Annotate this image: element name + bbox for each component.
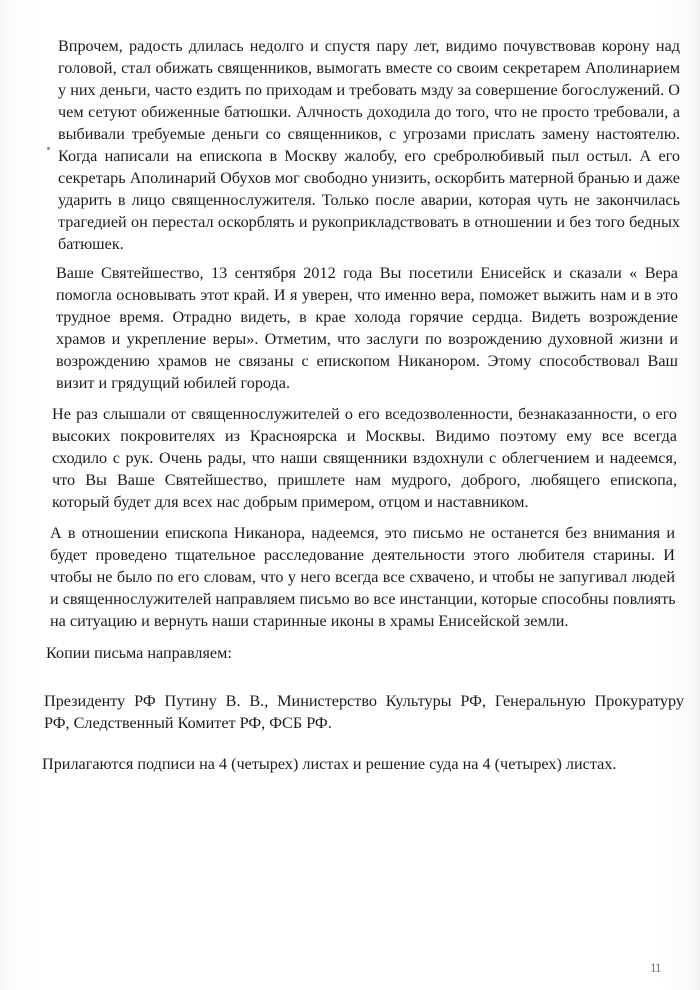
text-line: трудное время. Отрадно видеть, в крае холода горячие сердца. Видеть возрождение [56, 308, 678, 326]
text-line: А в отношении епископа Никанора, надеемся, это письмо не останется без внимания и [50, 524, 675, 542]
text-line: высоких покровителях из Красноярска и Москвы. Видимо поэтому ему все всегда [52, 427, 677, 445]
text-line: помогла основывать этот край. И я уверен, что именно вера, поможет выжить нам и в это [56, 286, 678, 304]
text-line: на ситуацию и вернуть наши старинные иконы в храмы Енисейской земли. [50, 612, 569, 630]
text-line: Не раз слышали от священнослужителей о его вседозволенности, безнаказанности, о его [52, 405, 677, 423]
paragraph-permissiveness [52, 403, 677, 513]
text-line: Ваше Святейшество, 13 сентября 2012 года Вы посетили Енисейск и сказали « Вера [56, 264, 678, 282]
text-line: Президенту РФ Путину В. В., Министерство Культуры РФ, Генеральную Прокуратуру [44, 692, 684, 710]
text-line: который будет для всех нас добрым примером, отцом и наставником. [52, 493, 529, 511]
text-line: чтобы не было по его словам, что у него всегда все схвачено, и чтобы не запугивал людей [50, 568, 675, 586]
text-line: трагедией он перестал оскорблять и рукоприкладствовать в отношении и без того бедных [58, 213, 680, 231]
text-line: и священнослужителей направляем письмо во все инстанции, которые способны повлиять [50, 590, 676, 608]
text-line: выбивали требуемые деньги со священников, с угрозами прислать замену настоятелю. [58, 125, 680, 143]
scan-artifact-dot [47, 147, 50, 150]
text-line: батюшек. [58, 235, 124, 253]
attachments-note [42, 753, 682, 775]
copies-recipients [44, 690, 684, 734]
text-line: секретарь Аполинарий Обухов мог свободно унизить, оскорбить матерной бранью и даже [58, 169, 680, 187]
text-line: возрождению храмов не связаны с епископом Никанором. Этому способствовал Ваш [56, 352, 678, 370]
text-line: сходило с рук. Очень рады, что наши священники вздохнули с облегчением и надеемся, [52, 449, 677, 467]
text-line: Когда написали на епископа в Москву жалобу, его сребролюбивый пыл остыл. А его [58, 147, 680, 165]
text-line: Прилагаются подписи на 4 (четырех) листах и решение суда на 4 (четырех) листах. [42, 755, 617, 773]
text-line: чем сетуют обиженные батюшки. Алчность доходила до того, что не просто требовали, а [58, 103, 680, 121]
copies-heading [46, 642, 446, 664]
paragraph-greed-complaint [58, 35, 680, 255]
text-line: головой, стал обижать священников, вымогать вместе со своим секретарем Аполинарием [58, 59, 680, 77]
text-line: храмов и укрепление веры». Отметим, что заслуги по возрождению духовной жизни и [56, 330, 678, 348]
text-line: ударить в лицо священнослужителя. Только после аварии, которая чуть не закончилась [58, 191, 680, 209]
text-line: РФ, Следственный Комитет РФ, ФСБ РФ. [44, 714, 332, 732]
text-line: что Вы Ваше Святейшество, пришлете нам мудрого, доброго, любящего епископа, [52, 471, 677, 489]
paragraph-investigation-request [50, 522, 675, 632]
text-line: у них деньги, часто ездить по приходам и требовать мзду за совершение богослужений. О [58, 81, 680, 99]
text-line: Впрочем, радость длилась недолго и спустя пару лет, видимо почувствовав корону над [58, 37, 680, 55]
page-number: 11 [650, 960, 661, 975]
text-line: Копии письма направляем: [46, 644, 232, 662]
text-line: визит и грядущий юбилей города. [56, 374, 291, 392]
paragraph-patriarch-visit [56, 262, 678, 394]
text-line: будет проведено тщательное расследование деятельности этого любителя старины. И [50, 546, 675, 564]
